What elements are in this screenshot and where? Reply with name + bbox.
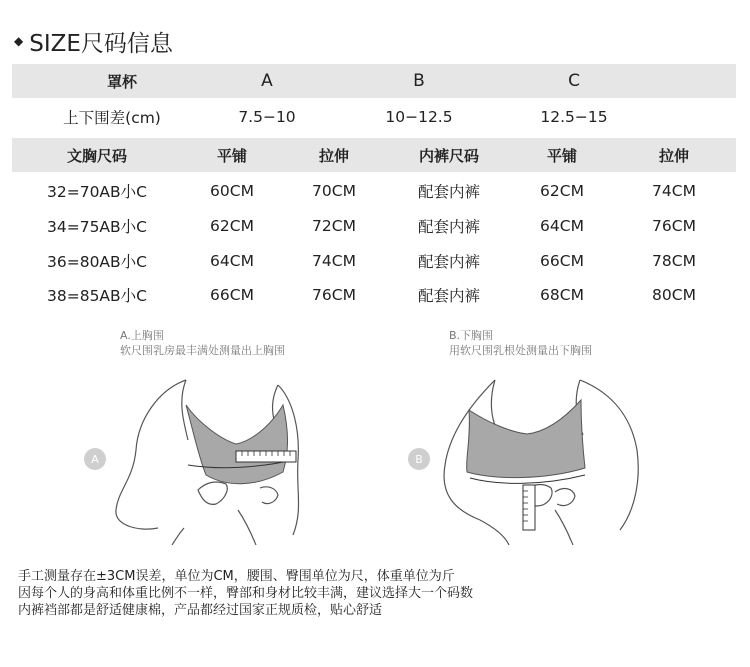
stretch-cell: 72CM <box>312 217 356 235</box>
cup-row-b: 10−12.5 <box>385 108 453 126</box>
table-row <box>12 244 736 278</box>
bra-shape <box>186 405 288 484</box>
brief-stretch-cell: 74CM <box>652 182 696 200</box>
cup-table-header <box>12 64 736 98</box>
brief-flat-cell: 68CM <box>540 286 584 304</box>
flat-cell: 62CM <box>210 217 254 235</box>
brief-flat-cell: 66CM <box>540 252 584 270</box>
diagram-b-caption <box>449 328 592 358</box>
table-row <box>12 278 736 312</box>
bra-size-cell: 32=70AB小C <box>47 183 147 201</box>
cup-header-a: A <box>261 71 273 91</box>
cup-table-row <box>12 100 736 134</box>
diagram-a-desc: 软尺围乳房最丰满处测量出上胸围 <box>120 344 285 357</box>
upper-bust-measure-illustration <box>78 360 338 545</box>
brief-size-cell: 配套内裤 <box>417 253 480 271</box>
brief-stretch-cell: 80CM <box>652 286 696 304</box>
diagram-a-caption <box>120 328 285 358</box>
size-header-flat: 平铺 <box>216 146 247 165</box>
flat-cell: 60CM <box>210 182 254 200</box>
brief-flat-cell: 64CM <box>540 217 584 235</box>
size-header-brief-stretch: 拉伸 <box>658 146 689 165</box>
badge-b-label: B <box>415 453 423 466</box>
table-row <box>12 209 736 243</box>
brief-size-cell: 配套内裤 <box>417 218 480 236</box>
cup-header-c: C <box>568 71 580 91</box>
diagram-b-desc: 用软尺围乳根处测量出下胸围 <box>449 344 592 357</box>
notes <box>18 568 473 619</box>
flat-cell: 66CM <box>210 286 254 304</box>
under-bust-measure-illustration <box>405 360 675 545</box>
cup-row-c: 12.5−15 <box>540 108 608 126</box>
page-title <box>14 24 173 58</box>
cup-header-b: B <box>413 71 425 91</box>
note-line: 手工测量存在±3CM误差，单位为CM，腰围、臀围单位为尺，体重单位为斤 <box>18 569 455 584</box>
diagram-a-title: A.上胸围 <box>120 329 164 342</box>
diagram-b-title: B.下胸围 <box>449 329 494 342</box>
flat-cell: 64CM <box>210 252 254 270</box>
page-title-text: SIZE尺码信息 <box>29 30 173 57</box>
cup-row-a: 7.5−10 <box>238 108 296 126</box>
bra-size-cell: 38=85AB小C <box>47 287 147 305</box>
size-header-brief-flat: 平铺 <box>546 146 577 165</box>
badge-a-label: A <box>91 453 99 466</box>
diamond-bullet-icon: ◆ <box>14 34 24 48</box>
bra-size-cell: 34=75AB小C <box>47 218 147 236</box>
table-row <box>12 174 736 208</box>
cup-header-label: 罩杯 <box>106 72 137 91</box>
measuring-tape <box>523 485 535 530</box>
size-header-bra: 文胸尺码 <box>66 146 127 165</box>
note-line: 因每个人的身高和体重比例不一样，臀部和身材比较丰满，建议选择大一个码数 <box>18 586 474 601</box>
stretch-cell: 74CM <box>312 252 356 270</box>
brief-flat-cell: 62CM <box>540 182 584 200</box>
cup-row-label: 上下围差(cm) <box>63 109 161 127</box>
bra-shape <box>467 400 585 478</box>
bra-size-cell: 36=80AB小C <box>47 253 147 271</box>
stretch-cell: 70CM <box>312 182 356 200</box>
brief-size-cell: 配套内裤 <box>417 183 480 201</box>
brief-size-cell: 配套内裤 <box>417 287 480 305</box>
brief-stretch-cell: 78CM <box>652 252 696 270</box>
stretch-cell: 76CM <box>312 286 356 304</box>
size-header-brief: 内裤尺码 <box>418 146 479 165</box>
size-table-header <box>12 138 736 172</box>
note-line: 内裤裆部都是舒适健康棉，产品都经过国家正规质检，贴心舒适 <box>18 603 383 618</box>
brief-stretch-cell: 76CM <box>652 217 696 235</box>
size-header-stretch: 拉伸 <box>318 146 349 165</box>
